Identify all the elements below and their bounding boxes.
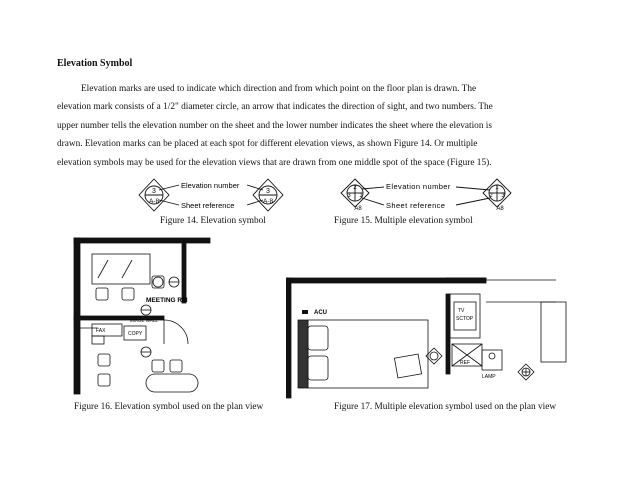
chair <box>152 276 164 288</box>
wall <box>74 238 210 243</box>
paragraph-line: Elevation marks are used to indicate which direction and from which point on the floor plan is drawn. The <box>81 84 477 94</box>
sheet-reference-label: Sheet reference <box>181 201 235 210</box>
elevation-number-left: 3 <box>152 188 156 195</box>
paragraph-line: elevation mark consists of a 1/2" diameter circle, an arrow that indicates the direction of sight, and two numbers. The <box>57 102 493 113</box>
meeting-room-label: MEETING RM <box>146 297 188 304</box>
fax-label: FAX <box>96 328 106 334</box>
figure-14-elevation-symbol <box>135 176 290 214</box>
multi-elevation-number: 3 <box>347 193 351 199</box>
elevation-number-label: Elevation number <box>386 182 451 191</box>
chair <box>122 288 134 300</box>
figure-14-caption: Figure 14. Elevation symbol <box>160 216 266 226</box>
figure-17-caption: Figure 17. Multiple elevation symbol used on the plan view <box>334 402 557 412</box>
paragraph-line: drawn. Elevation marks can be placed at each spot for different elevation views, as shown Figure 14. Or multiple <box>57 139 478 150</box>
meeting-table <box>92 254 150 284</box>
image-wall-label: IMAGE WALL <box>130 318 158 323</box>
figure-17-plan-view <box>286 264 576 400</box>
sctop-label: SCTOP <box>456 316 474 322</box>
sheet-reference-left: A-8 <box>148 198 160 205</box>
section-heading: Elevation Symbol <box>57 58 133 69</box>
figure-15-multiple-elevation-symbol <box>340 176 515 214</box>
paragraph-line: elevation symbols may be used for the elevation views that are drawn from one middle spot of the space (Figure 15). <box>57 157 492 168</box>
sheet-reference-label: Sheet reference <box>386 201 446 210</box>
multi-sheet-reference: A8 <box>354 206 362 212</box>
multi-sheet-reference: A8 <box>496 206 504 212</box>
elevation-number-right: 3 <box>266 188 270 195</box>
figure-16-plan-view <box>72 236 212 396</box>
tv-label: TV <box>458 308 465 314</box>
body-paragraph <box>57 80 577 172</box>
ref-label: REF <box>460 360 470 366</box>
lamp-label: LAMP <box>482 374 496 380</box>
multi-elevation-number: 2 <box>353 185 357 191</box>
chair <box>98 374 110 386</box>
multi-elevation-number: 3 <box>501 193 505 199</box>
chair <box>152 360 164 372</box>
pillow <box>308 356 328 380</box>
multi-elevation-number: 2 <box>489 193 493 199</box>
multi-elevation-number: 1 <box>359 193 363 199</box>
figure-16-caption: Figure 16. Elevation symbol used on the plan view <box>74 402 264 412</box>
wall <box>286 278 291 398</box>
elevation-number-label: Elevation number <box>181 181 240 190</box>
door-swing <box>164 320 188 344</box>
pillow <box>308 326 328 350</box>
acu-label: ACU <box>314 310 327 316</box>
lounge-table <box>146 374 198 392</box>
lamp-icon <box>489 353 495 359</box>
bed <box>308 320 428 388</box>
chair <box>98 354 110 366</box>
copy-label: COPY <box>128 331 143 337</box>
paragraph-line: upper number tells the elevation number on the sheet and the lower number indicates the sheet where the elevation is <box>57 120 493 131</box>
figure-15-caption: Figure 15. Multiple elevation symbol <box>334 216 473 226</box>
multi-elevation-number: 1 <box>495 185 499 191</box>
wall <box>182 243 186 303</box>
chair <box>170 360 182 372</box>
sheet-reference-right: A-8 <box>262 198 274 205</box>
cabinet <box>541 302 566 362</box>
chair <box>96 288 108 300</box>
